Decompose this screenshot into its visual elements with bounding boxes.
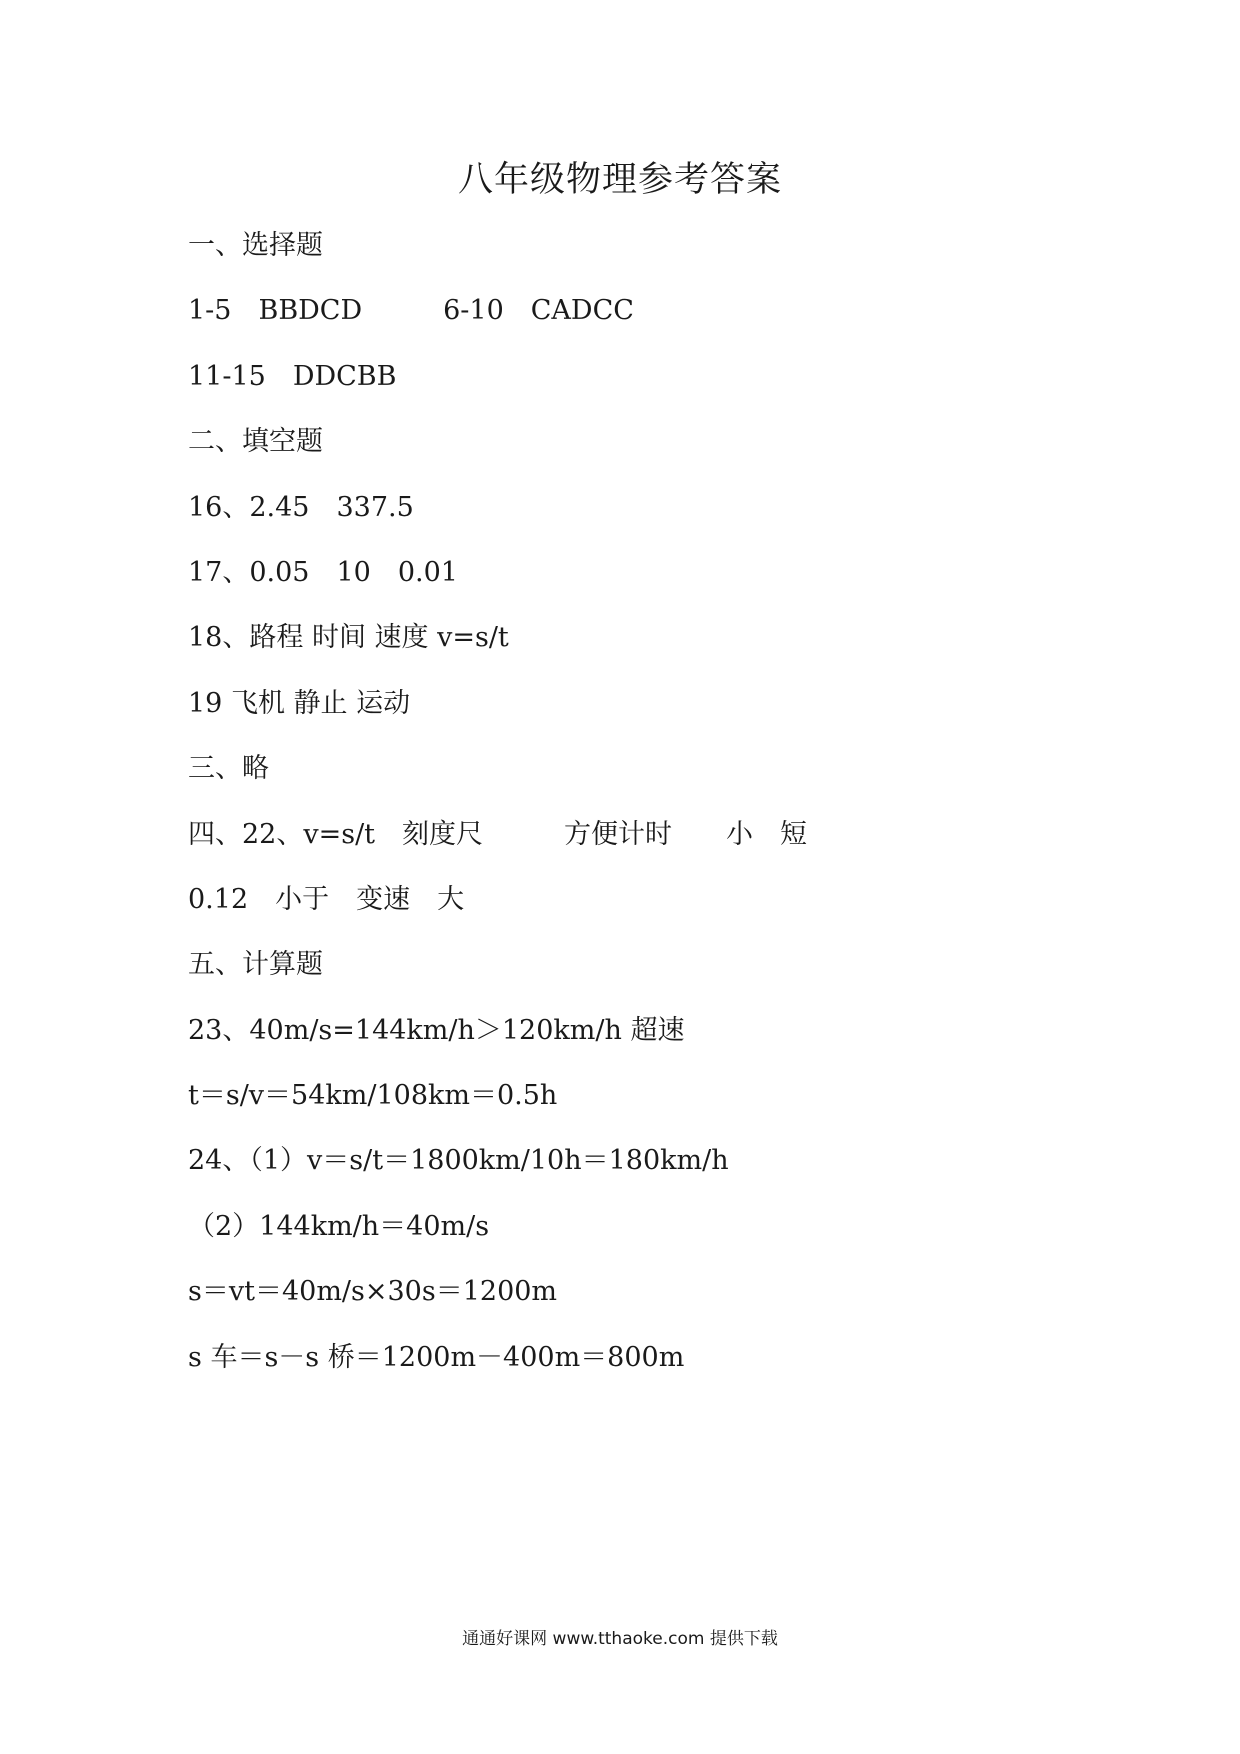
answer-line-q24-1: 24、（1）v＝s/t＝1800km/10h＝180km/h	[188, 1145, 729, 1177]
answer-line-q18: 18、路程 时间 速度 v=s/t	[188, 622, 509, 654]
answer-line-section-3: 三、略	[188, 753, 269, 785]
answer-line-choice-11-15: 11-15 DDCBB	[188, 360, 397, 392]
answer-line-q24-3: s＝vt＝40m/s×30s＝1200m	[188, 1276, 558, 1308]
answer-line-q16: 16、2.45 337.5	[188, 491, 414, 523]
answer-line-choice-1-10: 1-5 BBDCD 6-10 CADCC	[188, 295, 634, 327]
answer-line-q23-cont: t＝s/v＝54km/108km＝0.5h	[188, 1080, 558, 1112]
answer-line-q17: 17、0.05 10 0.01	[188, 556, 458, 588]
answer-line-section-1: 一、选择题	[188, 230, 323, 261]
answer-line-q19: 19 飞机 静止 运动	[188, 687, 411, 719]
answer-line-q22-cont: 0.12 小于 变速 大	[188, 883, 465, 915]
answer-line-section-2: 二、填空题	[188, 426, 323, 458]
answer-list	[188, 226, 807, 1403]
answer-line-q24-4: s 车＝s－s 桥＝1200m－400m＝800m	[188, 1341, 685, 1373]
answer-line-q24-2: （2）144km/h＝40m/s	[188, 1210, 490, 1242]
answer-line-q22: 四、22、v=s/t 刻度尺 方便计时 小 短	[188, 818, 808, 850]
document-title: 八年级物理参考答案	[457, 160, 782, 200]
answer-line-q23: 23、40m/s=144km/h＞120km/h 超速	[188, 1014, 685, 1046]
footer-credit: 通通好课网 www.tthaoke.com 提供下载	[462, 1629, 778, 1649]
answer-line-section-5: 五、计算题	[188, 949, 323, 981]
